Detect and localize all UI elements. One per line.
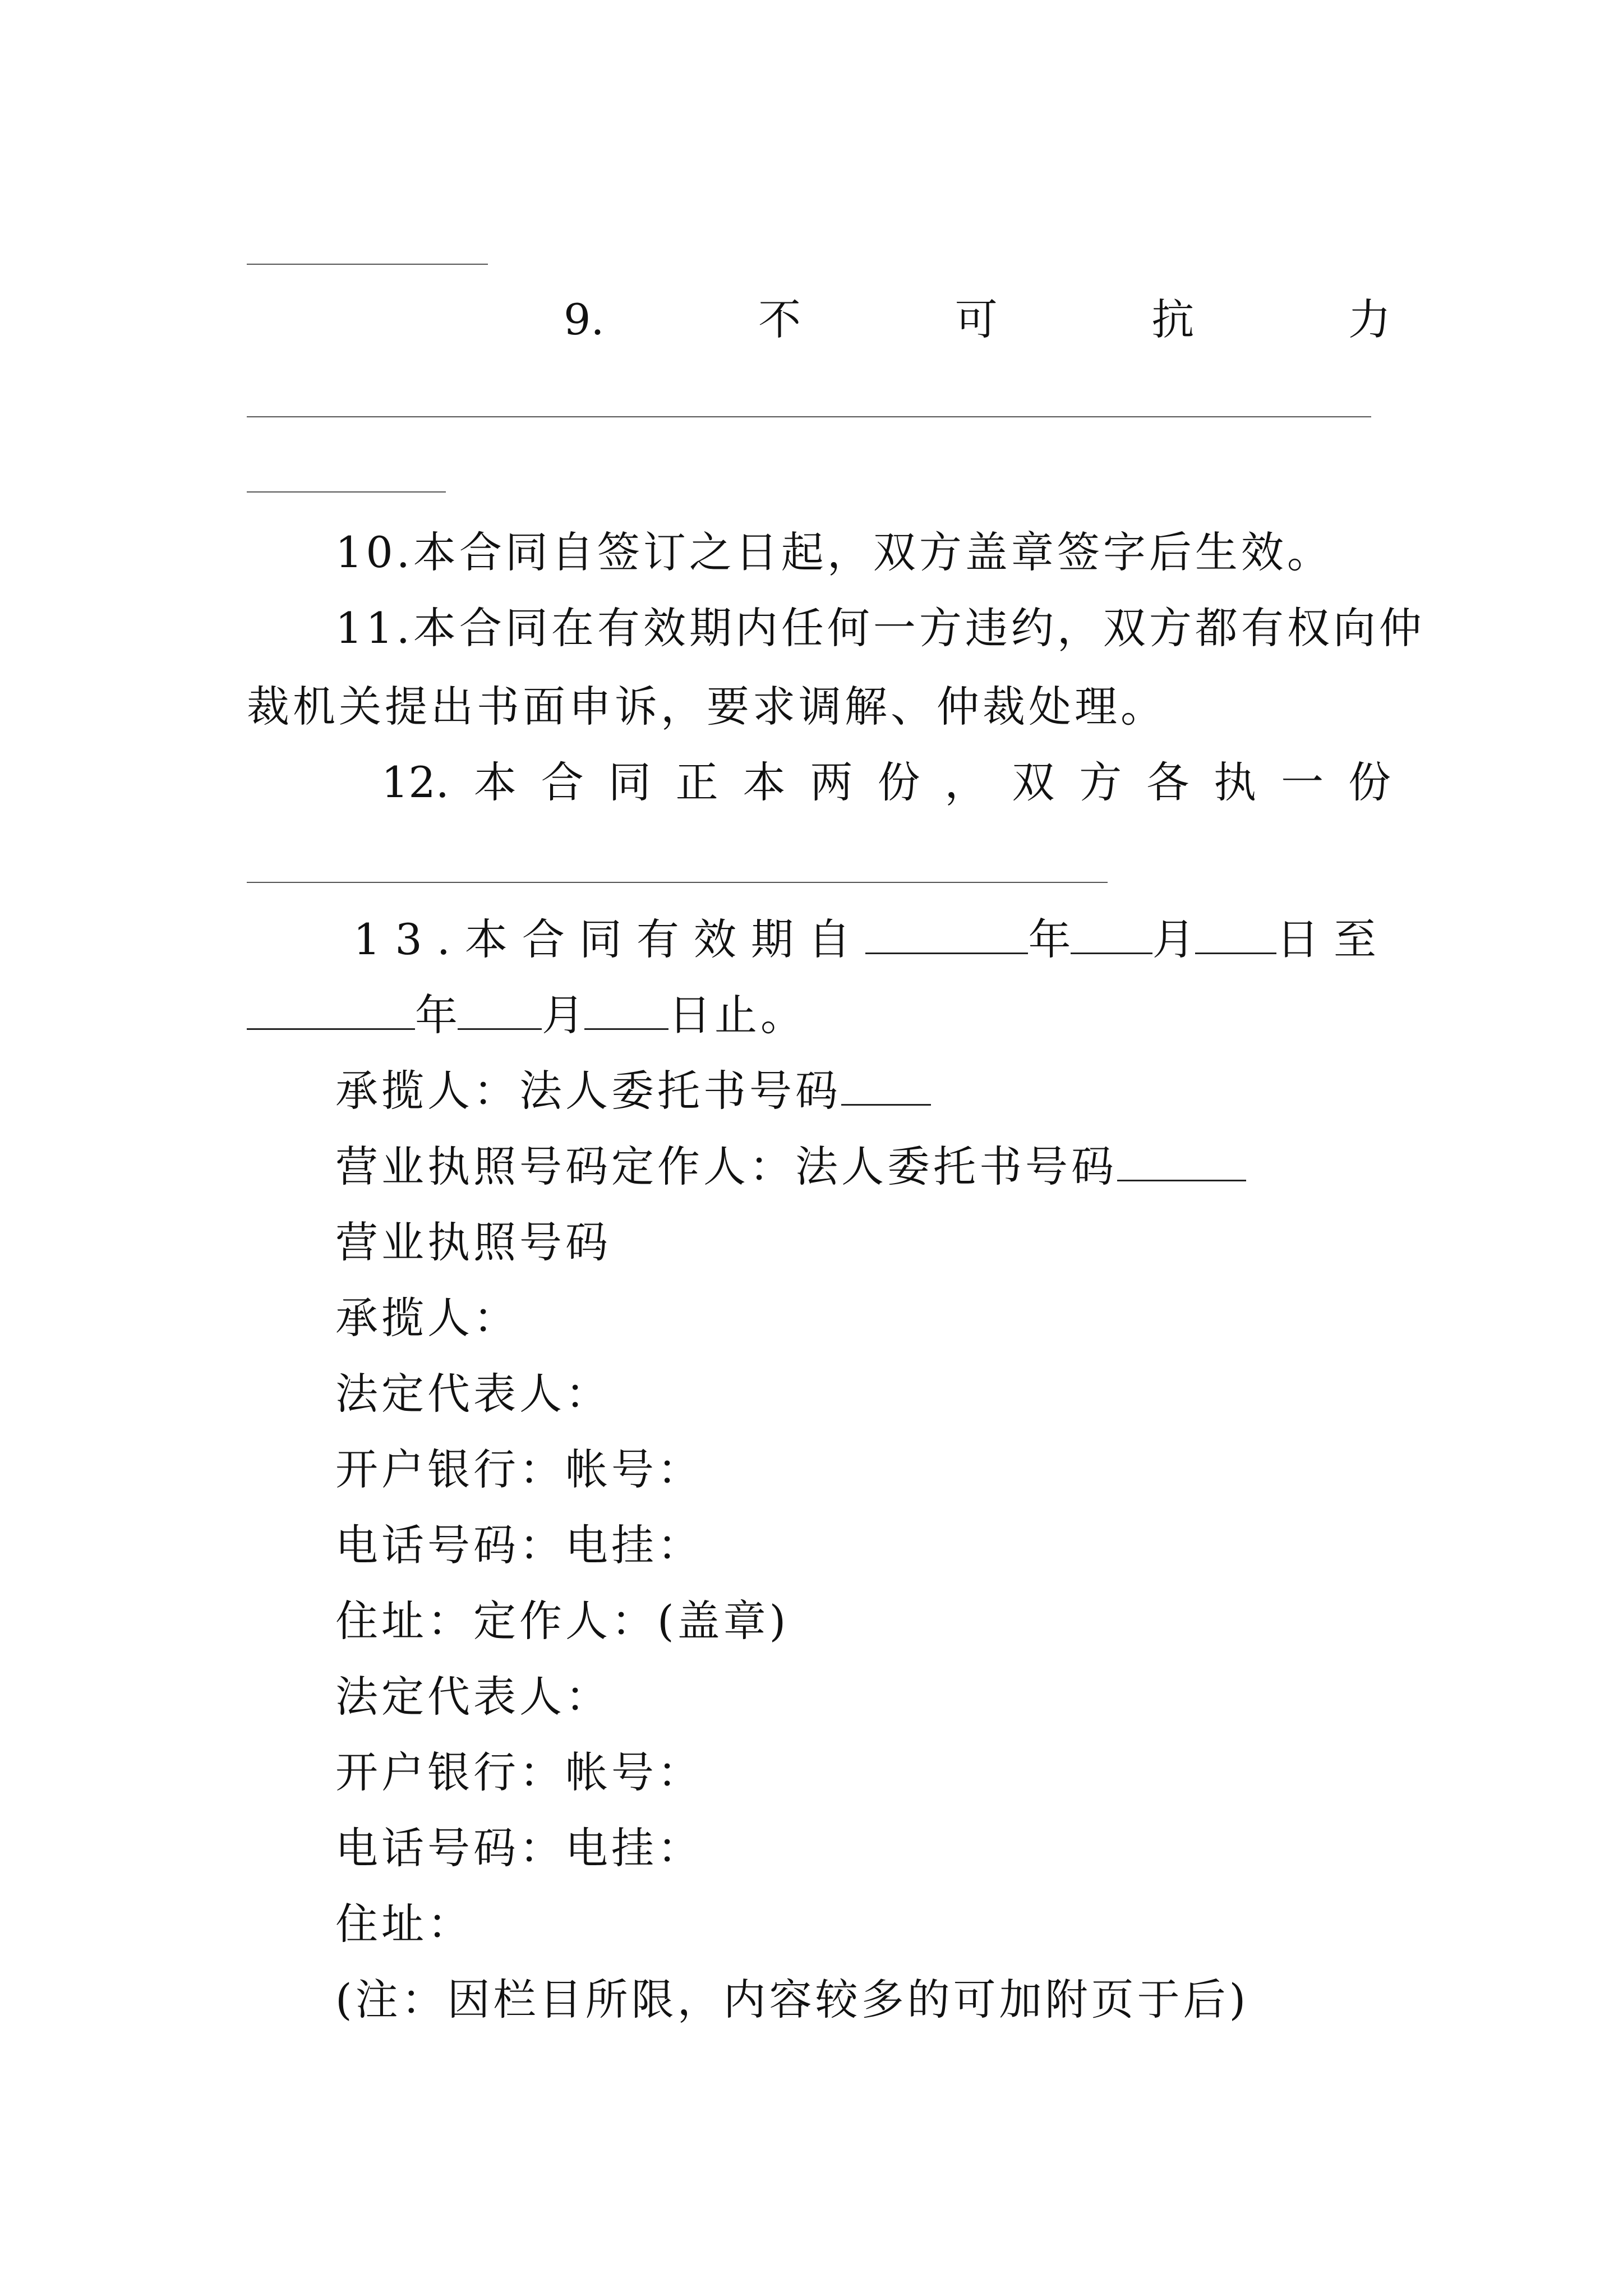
clause-12-char: 各 bbox=[1146, 757, 1189, 807]
contractor-trust-line bbox=[335, 1063, 931, 1119]
clause-13-year-label: 年 bbox=[1028, 914, 1071, 964]
bank-account-1: 开户银行：帐号： bbox=[335, 1444, 703, 1494]
license-orderer-label: 营业执照号码定作人：法人委托书号码 bbox=[335, 1142, 1117, 1191]
clause-9-char: 不 bbox=[758, 295, 801, 344]
phone-cable-1: 电话号码：电挂： bbox=[335, 1520, 703, 1570]
address-2: 住址： bbox=[335, 1899, 473, 1949]
clause-13-line-1 bbox=[353, 912, 1391, 968]
blank-month-end bbox=[458, 992, 542, 1030]
phone-cable-2: 电话号码：电挂： bbox=[335, 1823, 703, 1873]
blank-month-start bbox=[1071, 917, 1152, 954]
clause-12-line bbox=[381, 754, 1391, 811]
blank-rule-clause-9-short bbox=[247, 491, 446, 493]
clause-11-line-1: 11.本合同在有效期内任何一方违约，双方都有权向仲 bbox=[335, 603, 1425, 653]
clause-12-char: 本 bbox=[473, 757, 517, 807]
blank-year-start bbox=[865, 917, 1029, 954]
clause-9-char: 可 bbox=[955, 295, 998, 344]
clause-11-line-2: 裁机关提出书面申诉，要求调解、仲裁处理。 bbox=[247, 682, 1166, 731]
footnote: (注：因栏目所限，内容较多的可加附页于后) bbox=[335, 1975, 1249, 2024]
blank-day-start bbox=[1195, 917, 1276, 954]
blank-contractor-trust-number bbox=[841, 1068, 931, 1106]
clause-12-char: 正 bbox=[675, 757, 718, 807]
contractor-label: 承揽人： bbox=[335, 1293, 519, 1343]
legal-representative-1: 法定代表人： bbox=[335, 1369, 611, 1419]
clause-13-end-year-label: 年 bbox=[415, 990, 458, 1040]
bank-account-2: 开户银行：帐号： bbox=[335, 1747, 703, 1797]
clause-9-number: 9. bbox=[564, 295, 605, 344]
license-orderer-line bbox=[335, 1139, 1246, 1195]
legal-representative-2: 法定代表人： bbox=[335, 1672, 611, 1722]
blank-rule-clause-12 bbox=[247, 882, 1108, 883]
clause-13-month-label: 月 bbox=[1152, 914, 1195, 964]
clause-9-char: 抗 bbox=[1151, 295, 1195, 344]
clause-13-line-2 bbox=[247, 987, 806, 1043]
clause-10: 10.本合同自签订之日起，双方盖章签字后生效。 bbox=[335, 527, 1333, 577]
clause-12-char: 一 bbox=[1281, 757, 1324, 807]
blank-day-end bbox=[584, 992, 668, 1030]
clause-12-char: ， bbox=[944, 757, 988, 807]
clause-12-char: 份 bbox=[1348, 757, 1391, 807]
clause-9-heading bbox=[564, 292, 1391, 348]
clause-13-end-label: 日止。 bbox=[668, 990, 806, 1040]
clause-13-end-month-label: 月 bbox=[542, 990, 584, 1040]
clause-13-day-to-label: 日至 bbox=[1276, 914, 1391, 964]
clause-12-number: 12. bbox=[381, 757, 449, 807]
blank-orderer-trust-number bbox=[1117, 1144, 1246, 1181]
clause-12-char: 合 bbox=[541, 757, 584, 807]
clause-12-char: 本 bbox=[743, 757, 786, 807]
blank-year-end bbox=[247, 992, 415, 1030]
clause-12-char: 方 bbox=[1079, 757, 1122, 807]
license-label: 营业执照号码 bbox=[335, 1217, 611, 1267]
clause-12-char: 份 bbox=[877, 757, 920, 807]
clause-13-prefix: 13.本合同有效期自 bbox=[353, 914, 865, 964]
clause-12-char: 两 bbox=[810, 757, 853, 807]
clause-12-char: 同 bbox=[608, 757, 651, 807]
address-orderer-seal: 住址：定作人：(盖章) bbox=[335, 1596, 790, 1646]
clause-9-char: 力 bbox=[1348, 295, 1391, 344]
contractor-trust-label: 承揽人：法人委托书号码 bbox=[335, 1066, 841, 1116]
clause-12-char: 执 bbox=[1214, 757, 1257, 807]
blank-rule-top bbox=[247, 264, 488, 265]
clause-12-char: 双 bbox=[1012, 757, 1055, 807]
blank-rule-clause-9-long bbox=[247, 416, 1371, 417]
